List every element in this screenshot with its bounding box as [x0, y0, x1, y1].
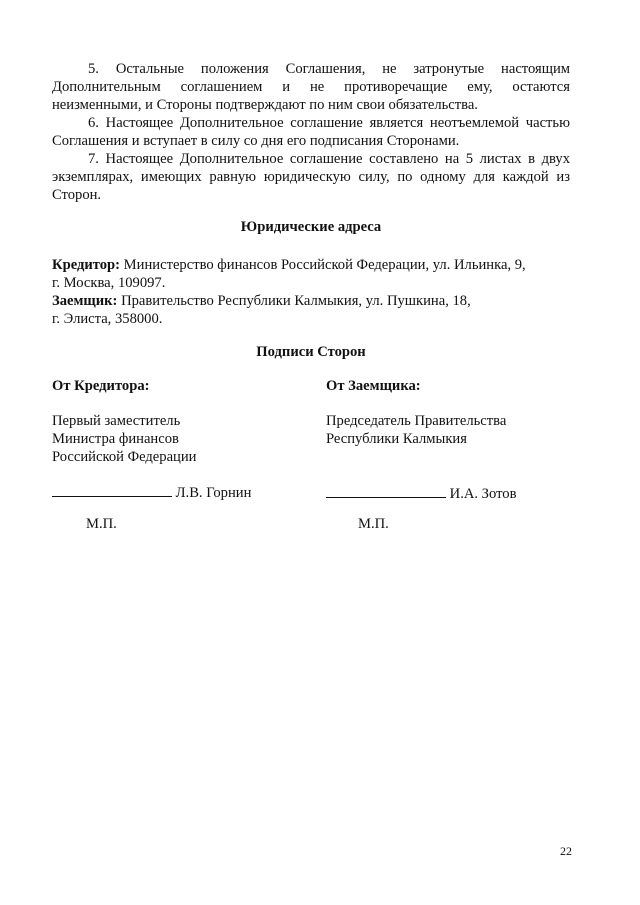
creditor-signature-row	[52, 482, 312, 502]
paragraph-7-line-2: экземплярах, имеющих равную юридическую силу, по одному для каждой из	[52, 169, 570, 185]
paragraph-7-line-3: Сторон.	[52, 187, 102, 203]
paragraph-5-line-2: Дополнительным соглашением и не противоречащие ему, остаются	[52, 79, 570, 95]
borrower-seal-mark: М.П.	[358, 516, 389, 532]
paragraph-7-line-1: 7. Настоящее Дополнительное соглашение составлено на 5 листах в двух	[88, 151, 570, 167]
paragraph-5-line-3: неизменными, и Стороны подтверждают по ним свои обязательства.	[52, 97, 478, 113]
page-number: 22	[560, 844, 572, 858]
creditor-signature-line	[52, 482, 172, 497]
paragraph-5-line-1: 5. Остальные положения Соглашения, не затронутые настоящим	[88, 61, 570, 77]
creditor-seal-mark: М.П.	[86, 516, 117, 532]
borrower-signature-heading: От Заемщика:	[326, 378, 421, 394]
creditor-title-line-2: Министра финансов	[52, 431, 179, 447]
creditor-address	[52, 256, 572, 274]
creditor-signature-column	[52, 377, 312, 502]
borrower-label: Заемщик:	[52, 293, 118, 309]
borrower-title-line-1: Председатель Правительства	[326, 413, 507, 429]
signatures-heading: Подписи Сторон	[256, 344, 366, 360]
paragraph-7	[52, 150, 570, 204]
legal-addresses-block	[52, 256, 572, 328]
paragraph-5	[52, 60, 570, 114]
creditor-label: Кредитор:	[52, 257, 121, 273]
creditor-title-line-3: Российской Федерации	[52, 449, 197, 465]
paragraph-6-line-2: Соглашения и вступает в силу со дня его подписания Сторонами.	[52, 133, 460, 149]
creditor-title-line-1: Первый заместитель	[52, 413, 181, 429]
borrower-signatory-name: И.А. Зотов	[449, 486, 517, 502]
borrower-title-line-2: Республики Калмыкия	[326, 431, 467, 447]
borrower-signature-row	[326, 483, 586, 503]
borrower-address-line-1: Правительство Республики Калмыкия, ул. Пушкина, 18,	[117, 293, 471, 309]
borrower-signature-line	[326, 483, 446, 498]
paragraph-6-line-1: 6. Настоящее Дополнительное соглашение является неотъемлемой частью	[88, 115, 570, 131]
creditor-signature-heading: От Кредитора:	[52, 378, 150, 394]
borrower-signature-column	[326, 377, 586, 448]
borrower-address	[52, 292, 572, 310]
paragraph-6	[52, 114, 570, 150]
creditor-address-line-2: г. Москва, 109097.	[52, 275, 166, 291]
legal-addresses-heading: Юридические адреса	[240, 219, 382, 235]
borrower-address-line-2: г. Элиста, 358000.	[52, 311, 163, 327]
creditor-address-line-1: Министерство финансов Российской Федерации, ул. Ильинка, 9,	[120, 257, 526, 273]
creditor-signatory-name: Л.В. Горнин	[175, 485, 252, 501]
